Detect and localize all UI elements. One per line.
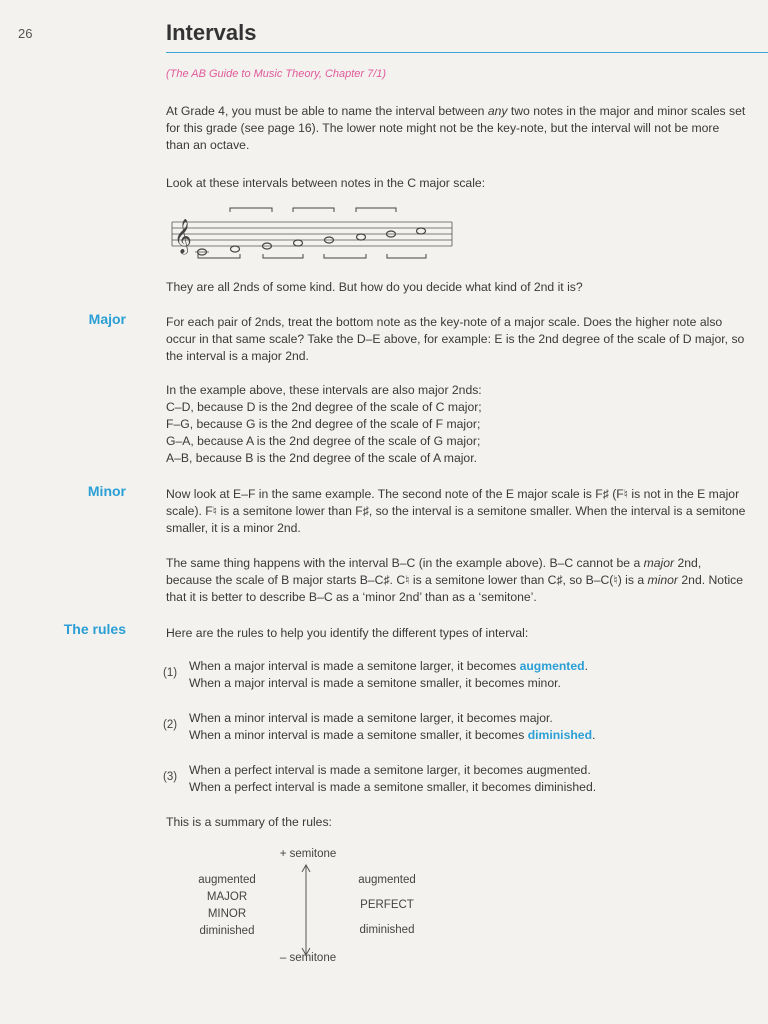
plus-semitone-label: + semitone (279, 848, 337, 860)
minor-paragraph-1: Now look at E–F in the same example. The second note of the E major scale is F♯ (F♮ is not in the E major scale). F♮ is a semitone lower than F♯, so the interval is a semitone smaller. When the interval is a semitone smaller, it is a minor 2nd. (166, 487, 746, 535)
right-level: diminished (359, 924, 415, 936)
rule-1: When a major interval is made a semitone larger, it becomes augmented. When a major interval is made a semitone smaller, it becomes minor. (189, 659, 588, 690)
note-c-high (417, 228, 426, 234)
rule-2: When a minor interval is made a semitone larger, it becomes major. When a minor interval is made a semitone smaller, it becomes diminished. (189, 711, 596, 742)
minus-semitone-label: – semitone (279, 952, 337, 964)
left-level: MINOR (207, 908, 247, 920)
source-reference: (The AB Guide to Music Theory, Chapter 7/1) (166, 68, 387, 80)
augmented-term: augmented (519, 659, 585, 673)
intro-question: They are all 2nds of some kind. But how do you decide what kind of 2nd it is? (166, 280, 583, 294)
upper-interval-brackets (230, 208, 396, 212)
rule-number: (1) (163, 667, 178, 679)
rule-number: (3) (163, 771, 178, 783)
diminished-term: diminished (527, 728, 593, 742)
section-heading-major: Major (88, 311, 126, 327)
major-examples (166, 382, 746, 467)
left-level: diminished (199, 925, 255, 937)
minor-paragraph-2: The same thing happens with the interval B–C (in the example above). B–C cannot be a major 2nd, because the scale of B major starts B–C♯. C♮ is a semitone lower than C♯, so B–C(♮) is a minor 2nd. Notice that it is better to describe B–C as a ‘minor 2nd’ than as a ‘semitone’. (166, 556, 744, 604)
major-examples-line: C–D, because D is the 2nd degree of the scale of C major; (166, 400, 482, 414)
semitone-arrow-icon (300, 864, 312, 956)
page-title: Intervals (166, 20, 257, 45)
right-level: augmented (358, 874, 416, 886)
lower-interval-brackets (198, 254, 426, 258)
note-d (231, 246, 240, 252)
major-examples-line: In the example above, these intervals are also major 2nds: (166, 383, 482, 397)
summary-intro: This is a summary of the rules: (166, 815, 332, 829)
rule-number: (2) (163, 719, 178, 731)
note-f (294, 240, 303, 246)
major-paragraph-1: For each pair of 2nds, treat the bottom note as the key-note of a major scale. Does the higher note also occur in that same scale? Take the D–E above, for example: E is the 2nd degree of the scale of D major, so the interval is a major 2nd. (166, 315, 745, 363)
right-level: PERFECT (360, 899, 414, 911)
major-examples-line: A–B, because B is the 2nd degree of the scale of A major. (166, 451, 477, 465)
left-level: augmented (198, 874, 256, 886)
rules-intro: Here are the rules to help you identify the different types of interval: (166, 626, 529, 640)
intro-paragraph: At Grade 4, you must be able to name the interval between any two notes in the major and minor scales set for this grade (see page 16). The lower note might not be the key-note, but the interval will not be more than an octave. (166, 104, 746, 152)
left-column (180, 872, 274, 940)
whole-notes (198, 228, 426, 255)
treble-clef-icon: 𝄞 (174, 219, 192, 254)
left-level: MAJOR (206, 891, 248, 903)
right-column (340, 872, 434, 939)
section-heading-rules: The rules (63, 621, 126, 637)
note-a (357, 234, 366, 240)
rule-3: When a perfect interval is made a semitone larger, it becomes augmented. When a perfect interval is made a semitone smaller, it becomes diminished. (189, 763, 597, 794)
music-staff-example (168, 204, 458, 264)
major-examples-line: G–A, because A is the 2nd degree of the scale of G major; (166, 434, 481, 448)
intro-lead-in: Look at these intervals between notes in the C major scale: (166, 176, 486, 190)
section-heading-minor: Minor (87, 483, 126, 499)
page-number: 26 (18, 26, 33, 41)
staff-lines (172, 222, 452, 246)
header-rule (166, 52, 768, 53)
summary-diagram (190, 846, 450, 976)
major-examples-line: F–G, because G is the 2nd degree of the scale of F major; (166, 417, 481, 431)
